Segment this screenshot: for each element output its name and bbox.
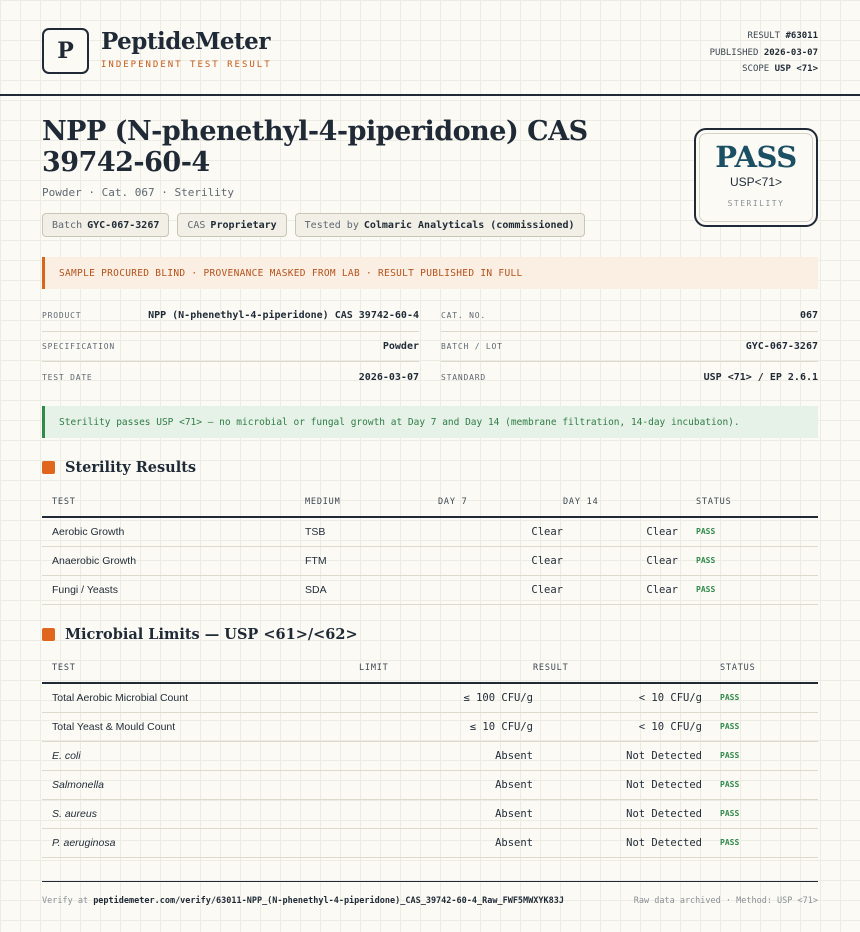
info-value: 2026-03-07 [358,371,419,383]
table-row [42,546,818,575]
test-limit: Absent [359,741,533,770]
chip-value: GYC-067-3267 [87,219,160,231]
test-limit: ≤ 100 CFU/g [359,683,533,712]
test-name: S. aureus [42,799,359,828]
table-row [42,741,818,770]
brand-tagline: INDEPENDENT TEST RESULT [101,60,272,70]
section-title: Sterility Results [65,459,197,476]
info-column-right [441,301,818,393]
info-value: Powder [382,340,419,352]
product-subtitle: Powder · Cat. 067 · Sterility [42,186,235,199]
info-row [42,332,419,363]
column-header: DAY 14 [563,488,696,517]
day14-result: Clear [563,575,696,604]
column-header: TEST [42,654,359,683]
info-value: 067 [799,310,818,322]
status-badge: PASS [720,712,818,741]
section-marker-icon [42,461,55,474]
table-header-row [42,654,818,683]
info-value: GYC-067-3267 [745,340,818,352]
verdict-badge [694,128,818,227]
microbial-limits-table [42,654,818,858]
test-result: < 10 CFU/g [533,683,720,712]
table-row [42,828,818,857]
info-label: PRODUCT [42,311,82,321]
test-name: P. aeruginosa [42,828,359,857]
chip-value: Proprietary [210,219,277,231]
table-row [42,575,818,604]
section-title: Microbial Limits — USP <61>/<62> [65,626,358,643]
info-value: NPP (N-phenethyl-4-piperidone) CAS 39742-60-4 [148,310,419,322]
day14-result: Clear [563,546,696,575]
column-header: LIMIT [359,654,533,683]
column-header: DAY 7 [438,488,563,517]
product-title: NPP (N-phenethyl-4-piperidone) CAS 39742-60-4 [42,116,588,178]
report-header [0,0,860,96]
status-badge: PASS [720,828,818,857]
sterility-table [42,488,818,605]
status-badge: PASS [696,517,818,546]
column-header: STATUS [720,654,818,683]
info-row [42,301,419,332]
result-summary-banner: Sterility passes USP <71> — no microbial or fungal growth at Day 7 and Day 14 (membrane filtration, 14-day incubation). [42,406,818,438]
footer-method-note: Raw data archived · Method: USP <71> [633,896,818,906]
info-label: STANDARD [441,372,486,382]
table-row [42,517,818,546]
cas-chip [177,213,286,237]
info-column-left [42,301,419,393]
table-header-row [42,488,818,517]
status-badge: PASS [696,575,818,604]
test-name: Fungi / Yeasts [42,575,305,604]
test-limit: Absent [359,799,533,828]
test-medium: TSB [305,517,438,546]
published-line [710,45,818,62]
result-label: RESULT [747,31,781,41]
table-row [42,683,818,712]
chip-value: Colmaric Analyticals (commissioned) [363,219,575,231]
batch-chip [42,213,169,237]
info-label: TEST DATE [42,372,93,382]
chip-label: CAS [187,219,206,231]
info-row [441,332,818,363]
test-medium: SDA [305,575,438,604]
info-value: USP <71> / EP 2.6.1 [703,371,818,383]
test-result: Not Detected [533,799,720,828]
test-result: < 10 CFU/g [533,712,720,741]
column-header: STATUS [696,488,818,517]
info-label: BATCH / LOT [441,341,503,351]
status-badge: PASS [720,770,818,799]
test-name: Anaerobic Growth [42,546,305,575]
table-row [42,799,818,828]
brand-logo: P [42,28,89,74]
info-label: SPECIFICATION [42,341,116,351]
table-row [42,712,818,741]
result-id: #63011 [785,31,818,41]
result-id-line [710,28,818,45]
sterility-section-heading [42,459,196,476]
test-result: Not Detected [533,828,720,857]
report-footer [42,881,818,906]
test-result: Not Detected [533,770,720,799]
test-name: Total Aerobic Microbial Count [42,683,359,712]
column-header: RESULT [533,654,720,683]
chip-label: Tested by [304,219,359,231]
verdict-type: STERILITY [727,199,785,208]
verdict-text: PASS [715,140,797,174]
column-header: TEST [42,488,305,517]
test-result: Not Detected [533,741,720,770]
test-limit: Absent [359,828,533,857]
test-limit: ≤ 10 CFU/g [359,712,533,741]
day7-result: Clear [438,546,563,575]
test-name: Salmonella [42,770,359,799]
info-label: CAT. NO. [441,311,486,321]
day14-result: Clear [563,517,696,546]
report-meta [710,28,818,78]
day7-result: Clear [438,517,563,546]
brand-name: PeptideMeter [101,28,270,55]
section-marker-icon [42,628,55,641]
published-date: 2026-03-07 [763,47,818,58]
verdict-scope: USP<71> [729,175,783,189]
microbial-section-heading [42,626,358,643]
scope-value: USP <71> [774,64,818,74]
status-badge: PASS [720,799,818,828]
verify-line [42,896,564,906]
product-chips [42,213,585,237]
column-header: MEDIUM [305,488,438,517]
verify-label: Verify at [42,896,89,906]
table-row [42,770,818,799]
blind-notice-banner: SAMPLE PROCURED BLIND · PROVENANCE MASKED FROM LAB · RESULT PUBLISHED IN FULL [42,257,818,289]
status-badge: PASS [696,546,818,575]
tested-by-chip [295,213,585,237]
day7-result: Clear [438,575,563,604]
status-badge: PASS [720,741,818,770]
scope-label: SCOPE [742,64,770,74]
published-label: PUBLISHED [709,47,759,58]
test-name: Aerobic Growth [42,517,305,546]
test-name: E. coli [42,741,359,770]
test-limit: Absent [359,770,533,799]
test-medium: FTM [305,546,438,575]
chip-label: Batch [52,219,83,231]
info-row [42,362,419,393]
info-row [441,362,818,393]
status-badge: PASS [720,683,818,712]
info-row [441,301,818,332]
verify-link[interactable]: peptidemeter.com/verify/63011-NPP_(N-phenethyl-4-piperidone)_CAS_39742-60-4_Raw_FWF5MWXYK83J [93,896,564,906]
test-name: Total Yeast & Mould Count [42,712,359,741]
scope-line [710,61,818,78]
